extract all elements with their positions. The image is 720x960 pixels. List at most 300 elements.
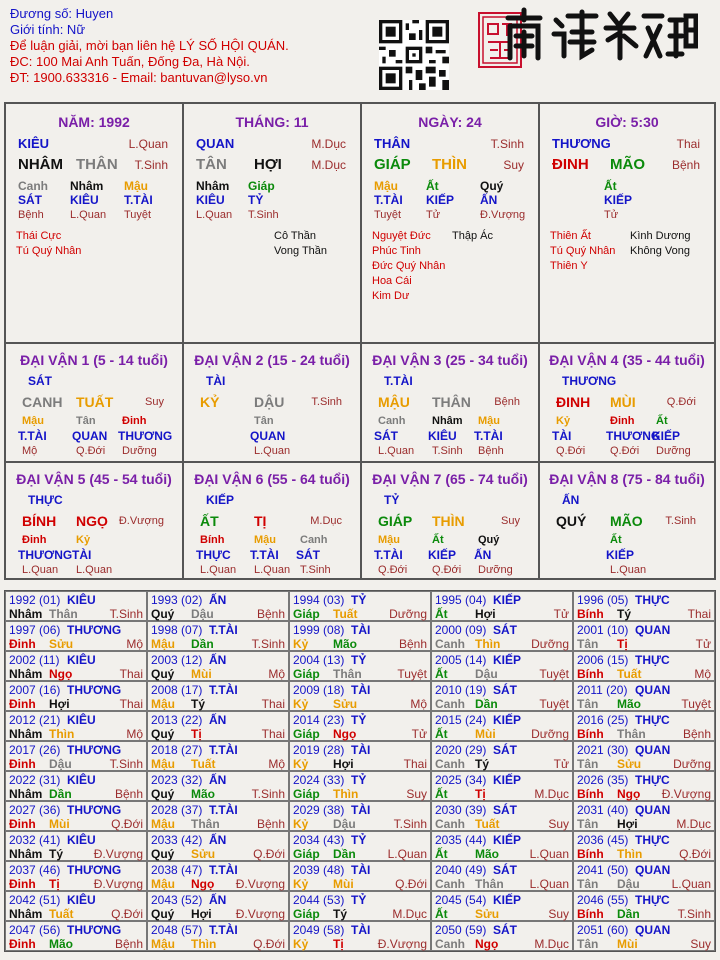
year-branch: Thân (49, 607, 78, 621)
year-label: 1999 (08) (293, 623, 345, 637)
year-stem: Canh (435, 817, 465, 831)
pillar-cell (5, 103, 183, 343)
year-stem: Giáp (293, 667, 320, 681)
year-stage: Tử (695, 637, 711, 651)
year-label: 2006 (15) (577, 653, 629, 667)
hidden-stem: Tân (76, 415, 96, 427)
year-stage: Đ.Vượng (661, 787, 711, 801)
year-star: KIẾP (493, 653, 522, 667)
year-branch: Mão (617, 697, 641, 711)
hidden-star: KIẾP (606, 548, 635, 562)
than-sat-item: Vong Thần (274, 245, 328, 257)
dai-van-cell (183, 462, 361, 579)
contact-line: Để luận giải, mời bạn liên hệ LÝ SỐ HỘI QUÁN. (10, 38, 289, 53)
year-stem: Ất (435, 607, 448, 621)
pillar-can-star: QUAN (196, 136, 235, 151)
year-stage: M.Dục (534, 787, 569, 801)
year-stage: Tuyệt (397, 667, 427, 681)
year-stem: Mậu (151, 877, 175, 891)
year-branch: Thân (333, 667, 362, 681)
year-star: KIÊU (67, 713, 96, 727)
hidden-stage: T.Sinh (248, 209, 279, 221)
year-star: THƯƠNG (67, 683, 122, 697)
year-star: QUAN (635, 863, 671, 877)
year-star: TÀI (351, 803, 371, 817)
year-star: KIÊU (67, 773, 96, 787)
year-branch: Sửu (333, 697, 358, 711)
year-stem: Nhâm (9, 847, 43, 861)
hidden-star: KIÊU (428, 429, 457, 443)
year-cell (289, 831, 431, 861)
year-stem: Đinh (9, 757, 36, 771)
year-label: 2024 (33) (293, 773, 345, 787)
year-stem: Bính (577, 727, 604, 741)
year-stem: Nhâm (9, 787, 43, 801)
dai-van-cell (5, 343, 183, 462)
year-cell (5, 681, 147, 711)
year-stage: L.Quan (529, 877, 569, 891)
pillar-heavenly-stem: GIÁP (374, 156, 411, 173)
hidden-star: T.TÀI (18, 429, 47, 443)
year-branch: Ngọ (617, 787, 641, 801)
dai-van-stage: Đ.Vượng (118, 515, 164, 527)
year-label: 2013 (22) (151, 713, 203, 727)
year-stage: L.Quan (387, 847, 427, 861)
year-stage: Tử (553, 757, 569, 771)
year-star: KIẾP (493, 893, 522, 907)
year-star: THỰC (635, 833, 670, 847)
year-cell (289, 771, 431, 801)
year-stage: Thai (403, 757, 427, 771)
year-cell (431, 741, 573, 771)
year-stage: Bệnh (256, 817, 285, 831)
year-cell (573, 831, 715, 861)
than-sat-item: Tú Quý Nhân (16, 245, 82, 257)
year-stem: Đinh (9, 937, 36, 951)
year-cell (5, 921, 147, 951)
year-star: KIẾP (493, 713, 522, 727)
pillar-branch-stage: Suy (503, 158, 524, 172)
year-stem: Đinh (9, 877, 36, 891)
dai-van-stem: GIÁP (378, 513, 413, 529)
hidden-stage: Dưỡng (478, 564, 513, 576)
year-stem: Nhâm (9, 727, 43, 741)
hidden-star: THỰC (196, 548, 231, 562)
year-stem: Mậu (151, 697, 175, 711)
year-label: 2009 (18) (293, 683, 345, 697)
pillar-earthly-branch: MÃO (610, 156, 645, 173)
dai-van-caption: ĐẠI VẬN 2 (15 - 24 tuổi) (194, 352, 350, 368)
year-cell (147, 681, 289, 711)
than-sat-item: Hoa Cái (372, 275, 412, 287)
year-star: SÁT (493, 683, 517, 697)
year-star: TÀI (351, 863, 371, 877)
year-stem: Tân (577, 877, 599, 891)
year-cell (573, 711, 715, 741)
year-branch: Hợi (617, 817, 638, 831)
logo-icon (498, 6, 698, 66)
hidden-stage: L.Quan (70, 209, 107, 221)
year-stem: Tân (577, 637, 599, 651)
year-stem: Giáp (293, 727, 320, 741)
year-cell (573, 921, 715, 951)
year-label: 2043 (52) (151, 893, 203, 907)
year-stage: Q.Đới (253, 847, 285, 861)
dai-van-star: KIẾP (206, 493, 235, 507)
year-branch: Tị (475, 787, 486, 801)
year-label: 2047 (56) (9, 923, 61, 937)
dai-van-branch: THÂN (432, 394, 471, 410)
year-cell (147, 621, 289, 651)
year-star: T.TÀI (209, 623, 238, 637)
pillar-heavenly-stem: ĐINH (552, 156, 589, 173)
year-stage: Thai (687, 607, 711, 621)
year-label: 2002 (11) (9, 653, 60, 667)
year-cell (147, 741, 289, 771)
dai-van-caption: ĐẠI VẬN 7 (65 - 74 tuổi) (372, 471, 528, 487)
dai-van-stage: T.Sinh (665, 515, 696, 527)
hidden-stem: Ất (656, 415, 668, 427)
year-label: 2030 (39) (435, 803, 487, 817)
year-label: 2005 (14) (435, 653, 487, 667)
year-star: TÀI (351, 923, 371, 937)
year-stage: Thai (261, 697, 285, 711)
hidden-stage: Tử (426, 209, 441, 221)
dai-van-branch: THÌN (432, 513, 465, 529)
year-branch: Dậu (617, 877, 640, 891)
pillar-cell (539, 103, 715, 343)
hidden-stem: Canh (378, 415, 406, 427)
year-stage: Mộ (126, 637, 143, 651)
year-cell (573, 771, 715, 801)
year-stage: Q.Đới (395, 877, 427, 891)
year-branch: Mão (49, 937, 73, 951)
year-label: 2036 (45) (577, 833, 629, 847)
year-label: 2011 (20) (577, 683, 628, 697)
hidden-star: T.TÀI (374, 548, 403, 562)
dai-van-stage: Suy (145, 396, 164, 408)
hidden-stage: Q.Đới (432, 564, 462, 576)
dai-van-stem: QUÝ (556, 513, 587, 529)
hidden-star: KIẾP (604, 193, 633, 207)
year-label: 2041 (50) (577, 863, 629, 877)
hidden-stage: Q.Đới (610, 445, 640, 457)
year-branch: Sửu (617, 757, 642, 771)
dai-van-cell (361, 462, 539, 579)
year-stem: Canh (435, 877, 465, 891)
year-branch: Tị (49, 877, 60, 891)
year-branch: Tuất (475, 817, 500, 831)
year-star: TÀI (351, 683, 371, 697)
dai-van-star: T.TÀI (384, 374, 413, 388)
year-star: KIÊU (67, 893, 96, 907)
year-star: THƯƠNG (67, 743, 122, 757)
year-stage: Bệnh (114, 937, 143, 951)
hidden-star: KIẾP (428, 548, 457, 562)
year-branch: Thìn (617, 847, 643, 861)
than-sat-item: Thiên Y (550, 260, 588, 272)
year-label: 2045 (54) (435, 893, 487, 907)
year-branch: Mão (475, 847, 499, 861)
than-sat-item: Không Vong (630, 245, 690, 257)
year-star: THỰC (635, 773, 670, 787)
hidden-star: T.TÀI (250, 548, 279, 562)
year-label: 2023 (32) (151, 773, 203, 787)
hidden-stem: Mậu (22, 415, 44, 427)
year-star: ẤN (209, 593, 227, 607)
year-cell (431, 861, 573, 891)
hidden-star: TÀI (552, 429, 572, 443)
year-stage: T.Sinh (109, 607, 143, 621)
dai-van-branch: MÙI (610, 394, 636, 410)
dai-van-caption: ĐẠI VẬN 3 (25 - 34 tuổi) (372, 352, 528, 368)
year-star: T.TÀI (209, 803, 238, 817)
year-stem: Bính (577, 607, 604, 621)
year-stage: Tuyệt (539, 697, 569, 711)
year-cell (431, 681, 573, 711)
gender: Giới tính: Nữ (10, 22, 86, 37)
hidden-stage: L.Quan (378, 445, 415, 457)
hidden-star: SÁT (374, 429, 398, 443)
dai-van-cell (539, 343, 715, 462)
year-stage: Mộ (268, 757, 285, 771)
year-cell (573, 741, 715, 771)
hidden-star: TỶ (248, 193, 264, 207)
dai-van-caption: ĐẠI VẬN 8 (75 - 84 tuổi) (549, 471, 705, 487)
year-star: T.TÀI (209, 743, 238, 757)
year-star: SÁT (493, 923, 517, 937)
year-stem: Quý (151, 667, 175, 681)
year-stage: Bệnh (256, 607, 285, 621)
year-stage: Đ.Vượng (93, 847, 143, 861)
hidden-stem: Mậu (374, 179, 398, 193)
year-stem: Bính (577, 847, 604, 861)
year-stem: Giáp (293, 787, 320, 801)
hidden-star: TÀI (72, 548, 92, 562)
pillar-can-star: THÂN (374, 136, 411, 151)
year-label: 2022 (31) (9, 773, 61, 787)
year-label: 2007 (16) (9, 683, 61, 697)
year-label: 2008 (17) (151, 683, 203, 697)
year-stage: Q.Đới (111, 907, 143, 921)
hidden-stem: Ất (604, 179, 617, 193)
year-label: 1997 (06) (9, 623, 61, 637)
year-stem: Ất (435, 787, 448, 801)
pillar-heavenly-stem: NHÂM (18, 156, 63, 173)
year-stem: Ất (435, 727, 448, 741)
year-label: 2029 (38) (293, 803, 345, 817)
year-stage: Q.Đới (111, 817, 143, 831)
year-stage: Thai (119, 667, 143, 681)
annual-luck-grid (4, 590, 716, 952)
year-label: 2051 (60) (577, 923, 629, 937)
than-sat-item: Thái Cực (16, 230, 62, 242)
year-star: THỰC (635, 713, 670, 727)
year-label: 2018 (27) (151, 743, 203, 757)
year-star: SÁT (493, 803, 517, 817)
year-stage: T.Sinh (251, 787, 285, 801)
year-branch: Hợi (333, 757, 354, 771)
year-cell (5, 711, 147, 741)
year-star: TÀI (351, 623, 371, 637)
pillar-can-star: THƯƠNG (552, 136, 611, 151)
year-stem: Quý (151, 907, 175, 921)
year-stem: Đinh (9, 817, 36, 831)
year-stem: Nhâm (9, 607, 43, 621)
year-stage: Đ.Vượng (93, 877, 143, 891)
year-branch: Tý (191, 697, 206, 711)
year-star: THỰC (635, 593, 670, 607)
year-star: KIẾP (493, 593, 522, 607)
year-stem: Kỷ (293, 637, 309, 651)
year-stem: Bính (577, 787, 604, 801)
year-star: THƯƠNG (67, 803, 122, 817)
pillar-caption: NGÀY: 24 (418, 114, 482, 130)
year-stage: T.Sinh (251, 637, 285, 651)
year-stage: Mộ (268, 667, 285, 681)
year-branch: Dần (475, 697, 498, 711)
year-branch: Tý (49, 847, 64, 861)
pillar-can-stage: T.Sinh (490, 137, 524, 151)
year-branch: Sửu (191, 847, 216, 861)
year-label: 2020 (29) (435, 743, 487, 757)
four-pillars-grid (4, 102, 716, 580)
year-branch: Ngọ (333, 727, 357, 741)
year-label: 2034 (43) (293, 833, 345, 847)
year-star: TỶ (351, 893, 367, 907)
year-branch: Dậu (191, 607, 214, 621)
hidden-stem: Mậu (254, 534, 276, 546)
year-cell (289, 861, 431, 891)
year-cell (5, 771, 147, 801)
hidden-stage: Dưỡng (122, 445, 157, 457)
year-cell (573, 891, 715, 921)
year-branch: Dần (617, 907, 640, 921)
hidden-stage: Bệnh (478, 445, 504, 457)
year-cell (289, 681, 431, 711)
hidden-stage: Q.Đới (556, 445, 586, 457)
year-star: TỶ (351, 833, 367, 847)
year-branch: Mão (191, 787, 215, 801)
hidden-stage: Dưỡng (656, 445, 691, 457)
year-cell (147, 591, 289, 621)
dai-van-stem: MẬU (378, 394, 410, 410)
year-stage: Bệnh (682, 727, 711, 741)
year-stem: Quý (151, 787, 175, 801)
year-stage: L.Quan (529, 847, 569, 861)
hidden-stage: Tuyệt (124, 209, 152, 221)
year-stem: Kỷ (293, 877, 309, 891)
year-branch: Tý (333, 907, 348, 921)
year-label: 2040 (49) (435, 863, 487, 877)
year-branch: Hợi (475, 607, 496, 621)
dai-van-stage: T.Sinh (311, 396, 342, 408)
dai-van-stem: KỶ (200, 394, 220, 410)
year-branch: Thân (617, 727, 646, 741)
year-stem: Đinh (9, 637, 36, 651)
dai-van-star: SÁT (28, 374, 52, 388)
year-label: 2035 (44) (435, 833, 487, 847)
pillar-branch-stage: M.Dục (311, 158, 346, 172)
year-stem: Mậu (151, 637, 175, 651)
hidden-star: KIẾP (426, 193, 455, 207)
year-stem: Kỷ (293, 937, 309, 951)
year-cell (147, 831, 289, 861)
year-stage: Suy (548, 817, 569, 831)
hidden-stem: Kỷ (556, 415, 571, 427)
year-cell (289, 591, 431, 621)
year-stage: T.Sinh (393, 817, 427, 831)
year-stem: Nhâm (9, 907, 43, 921)
year-label: 2015 (24) (435, 713, 487, 727)
year-label: 2046 (55) (577, 893, 629, 907)
year-branch: Hợi (49, 697, 70, 711)
owner-name: Đương số: Huyen (10, 6, 114, 21)
year-stem: Giáp (293, 907, 320, 921)
hidden-stem: Mậu (378, 534, 400, 546)
year-stage: Bệnh (114, 787, 143, 801)
year-stage: T.Sinh (677, 907, 711, 921)
year-star: T.TÀI (209, 683, 238, 697)
year-star: ẤN (209, 833, 227, 847)
hidden-stage: Tử (604, 209, 619, 221)
year-branch: Thìn (333, 787, 359, 801)
hidden-stem: Canh (300, 534, 328, 546)
than-sat-item: Thiên Ất (550, 230, 591, 242)
year-star: THƯƠNG (67, 863, 122, 877)
year-stem: Quý (151, 847, 175, 861)
hidden-stem: Quý (478, 534, 500, 546)
year-stem: Mậu (151, 757, 175, 771)
year-label: 2026 (35) (577, 773, 629, 787)
year-branch: Ngọ (191, 877, 215, 891)
year-star: ẤN (209, 773, 227, 787)
dai-van-stage: Q.Đới (666, 396, 696, 408)
year-cell (289, 801, 431, 831)
year-stage: Dưỡng (531, 727, 569, 741)
year-cell (147, 771, 289, 801)
year-branch: Thìn (475, 637, 501, 651)
dai-van-branch: DẬU (254, 394, 285, 410)
year-branch: Dậu (475, 667, 498, 681)
year-stem: Mậu (151, 937, 175, 951)
year-branch: Dần (49, 787, 72, 801)
dai-van-stem: ĐINH (556, 394, 591, 410)
year-stem: Ất (435, 907, 448, 921)
year-star: TỶ (351, 713, 367, 727)
hidden-stage: Đ.Vượng (480, 209, 526, 221)
year-stem: Nhâm (9, 667, 43, 681)
year-label: 2012 (21) (9, 713, 61, 727)
year-branch: Mùi (617, 937, 638, 951)
year-stage: Dưỡng (389, 607, 427, 621)
year-star: QUAN (635, 743, 671, 757)
year-stage: Q.Đới (679, 847, 711, 861)
hidden-stage: L.Quan (76, 564, 113, 576)
year-cell (5, 801, 147, 831)
hidden-stem: Nhâm (196, 179, 230, 193)
year-star: ẤN (209, 713, 227, 727)
year-stem: Ất (435, 667, 448, 681)
year-branch: Hợi (191, 907, 212, 921)
pillar-branch-stage: T.Sinh (134, 158, 168, 172)
year-stage: Tử (553, 607, 569, 621)
year-cell (431, 621, 573, 651)
year-stage: L.Quan (671, 877, 711, 891)
year-label: 2017 (26) (9, 743, 61, 757)
hidden-stem: Giáp (248, 179, 275, 193)
year-cell (573, 651, 715, 681)
